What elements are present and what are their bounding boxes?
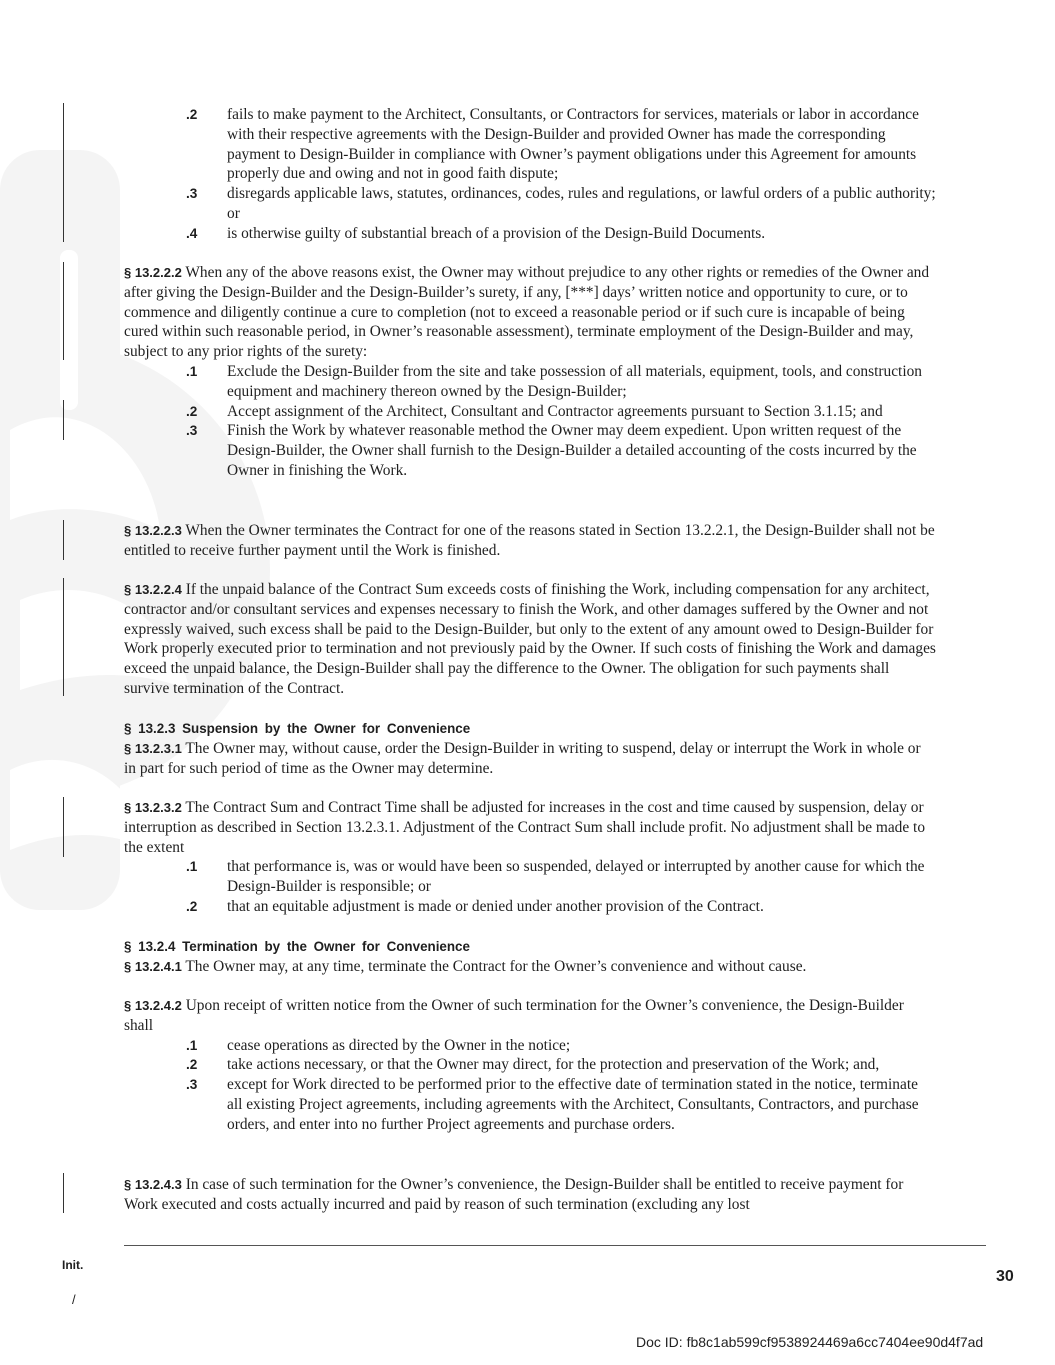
paragraph-text: Upon receipt of written notice from the Owner of such termination for the Owner’s convenience, the Design-Builder shall — [124, 997, 904, 1034]
paragraph-text: If the unpaid balance of the Contract Sum exceeds costs of finishing the Work, including compensation for any architect, contractor and/or consultant services and expenses necessary to finish the Work, and other damages suffered by the Owner and not expressly waived, such excess shall be paid to the Design-Builder, but only to the extent of any amount owed to Design-Builder for Work properly executed prior to termination and not previously paid by the Owner. If such costs of finishing the Work and damages exceed the unpaid balance, the Design-Builder shall pay the difference to the Owner. The obligation for such payments shall survive termination of the Contract. — [124, 581, 936, 697]
item-text: that performance is, was or would have been so suspended, delayed or interrupted by another cause for which the Design-Builder is responsible; or — [227, 858, 925, 896]
item-number: .2 — [186, 403, 198, 419]
section-number: § 13.2.2.2 — [124, 265, 182, 280]
item-text: take actions necessary, or that the Owner may direct, for the protection and preservation of the Work; and, — [227, 1056, 880, 1074]
paragraph — [124, 1175, 936, 1215]
revision-bar — [63, 797, 64, 857]
list-item — [124, 1055, 936, 1075]
list-item — [124, 362, 936, 402]
paragraph-text: When any of the above reasons exist, the Owner may without prejudice to any other rights or remedies of the Owner and after giving the Design-Builder and the Design-Builder’s surety, if any, [***] days’ written notice and opportunity to cure, or to commence and diligently continue a cure to completion (not to exceed a reasonable period or if such cure is incapable of being cured within such reasonable period, in Owner’s reasonable assessment), terminate employment of the Design-Builder and may, subject to any prior rights of the surety: — [124, 264, 930, 361]
section-number: § 13.2.3.2 — [124, 800, 182, 815]
item-text: that an equitable adjustment is made or denied under another provision of the Contract. — [227, 897, 764, 915]
revision-bar — [63, 103, 64, 242]
item-number: .3 — [186, 1077, 198, 1093]
section-number: § 13.2.2.4 — [124, 582, 182, 597]
item-text: cease operations as directed by the Owner in the notice; — [227, 1036, 571, 1054]
section-13-2-2-4 — [124, 580, 936, 699]
paragraph-text: The Contract Sum and Contract Time shall be adjusted for increases in the cost and time caused by suspension, delay or interruption as described in Section 13.2.3.1. Adjustment of the Contract Sum shall include profit. No adjustment shall be made to the extent — [124, 799, 926, 856]
item-text: Exclude the Design-Builder from the site and take possession of all materials, equipment, tools, and construction equipment and machinery thereon owned by the Design-Builder; — [227, 362, 922, 400]
paragraph — [124, 798, 936, 857]
item-text: fails to make payment to the Architect, Consultants, or Contractors for services, materials or labor in accordance with their respective agreements with the Design-Builder and provided Owner has made the corresponding payment to Design-Builder in compliance with Owner’s payment obligations under this Agreement for amounts properly due and owing and not in good faith dispute; — [227, 106, 919, 183]
section-heading: § 13.2.4 Termination by the Owner for Convenience — [124, 939, 470, 954]
section-13-2-2-3 — [124, 521, 936, 561]
paragraph — [124, 521, 936, 561]
list-item — [124, 1075, 936, 1134]
paragraph — [124, 739, 936, 779]
item-number: .2 — [186, 1057, 198, 1073]
revision-bar — [63, 578, 64, 696]
list-item — [124, 857, 936, 897]
list-item — [124, 897, 936, 917]
paragraph-text: In case of such termination for the Owner’s convenience, the Design-Builder shall be entitled to receive payment for Work executed and costs actually incurred and paid by reason of such termination (excluding any lost — [124, 1176, 904, 1213]
item-number: .2 — [186, 107, 198, 122]
section-13-2-4-3 — [124, 1175, 936, 1215]
item-text: except for Work directed to be performed prior to the effective date of termination stated in the notice, terminate all existing Project agreements, including agreements with the Architect, Consultants, Contractors, and purchase orders, and enter into no further Project agreements and purchase orders. — [227, 1076, 919, 1133]
revision-bar — [63, 1173, 64, 1213]
item-text: is otherwise guilty of substantial breach of a provision of the Design-Build Documents. — [227, 224, 766, 242]
footer-rule — [124, 1245, 986, 1246]
section-13-2-4-2 — [124, 996, 936, 1135]
paragraph — [124, 580, 936, 699]
paragraph — [124, 957, 936, 977]
section-number: § 13.2.2.3 — [124, 523, 182, 538]
list-item — [124, 421, 936, 480]
list-item — [124, 1036, 936, 1056]
list-item — [124, 402, 936, 422]
section-13-2-3-2 — [124, 798, 936, 917]
section-13-2-4 — [124, 937, 936, 977]
section-heading: § 13.2.3 Suspension by the Owner for Convenience — [124, 721, 471, 736]
items-continued — [124, 105, 936, 244]
paragraph-text: The Owner may, at any time, terminate the Contract for the Owner’s convenience and without cause. — [185, 957, 807, 975]
section-number: § 13.2.4.2 — [124, 998, 182, 1013]
doc-id: Doc ID: fb8c1ab599cf9538924469a6cc7404ee90d4f7ad — [636, 1334, 984, 1350]
section-number: § 13.2.4.1 — [124, 958, 182, 974]
item-text: Accept assignment of the Architect, Consultant and Contractor agreements pursuant to Section 3.1.15; and — [227, 402, 883, 420]
item-number: .1 — [186, 363, 198, 379]
revision-bar — [63, 400, 64, 440]
list-item — [124, 105, 936, 184]
initials-label: Init. — [62, 1258, 84, 1272]
item-number: .4 — [186, 225, 198, 241]
item-text: disregards applicable laws, statutes, ordinances, codes, rules and regulations, or lawful orders of a public authority; or — [227, 185, 936, 222]
section-13-2-2-2 — [124, 263, 936, 481]
item-number: .1 — [186, 859, 198, 875]
item-text: Finish the Work by whatever reasonable method the Owner may deem expedient. Upon written request of the Design-Builder, the Owner shall furnish to the Design-Builder a detailed accounting of the costs incurred by the Owner in finishing the Work. — [227, 422, 917, 479]
paragraph-text: When the Owner terminates the Contract for one of the reasons stated in Section 13.2.2.1, the Design-Builder shall not be entitled to receive further payment until the Work is finished. — [124, 522, 935, 559]
section-13-2-3 — [124, 719, 936, 778]
paragraph-text: The Owner may, without cause, order the Design-Builder in writing to suspend, delay or interrupt the Work in whole or in part for such period of time as the Owner may determine. — [124, 739, 921, 777]
section-number: § 13.2.4.3 — [124, 1177, 182, 1192]
item-number: .3 — [186, 423, 198, 439]
paragraph — [124, 996, 936, 1036]
initials-slash: / — [72, 1292, 76, 1307]
item-number: .3 — [186, 186, 198, 202]
page-number: 30 — [996, 1268, 1014, 1285]
revision-bar — [63, 262, 64, 360]
list-item — [124, 184, 936, 224]
item-number: .2 — [186, 898, 198, 914]
revision-bar — [63, 520, 64, 560]
item-number: .1 — [186, 1037, 198, 1053]
paragraph — [124, 263, 936, 362]
list-item — [124, 224, 936, 244]
section-number: § 13.2.3.1 — [124, 740, 182, 756]
